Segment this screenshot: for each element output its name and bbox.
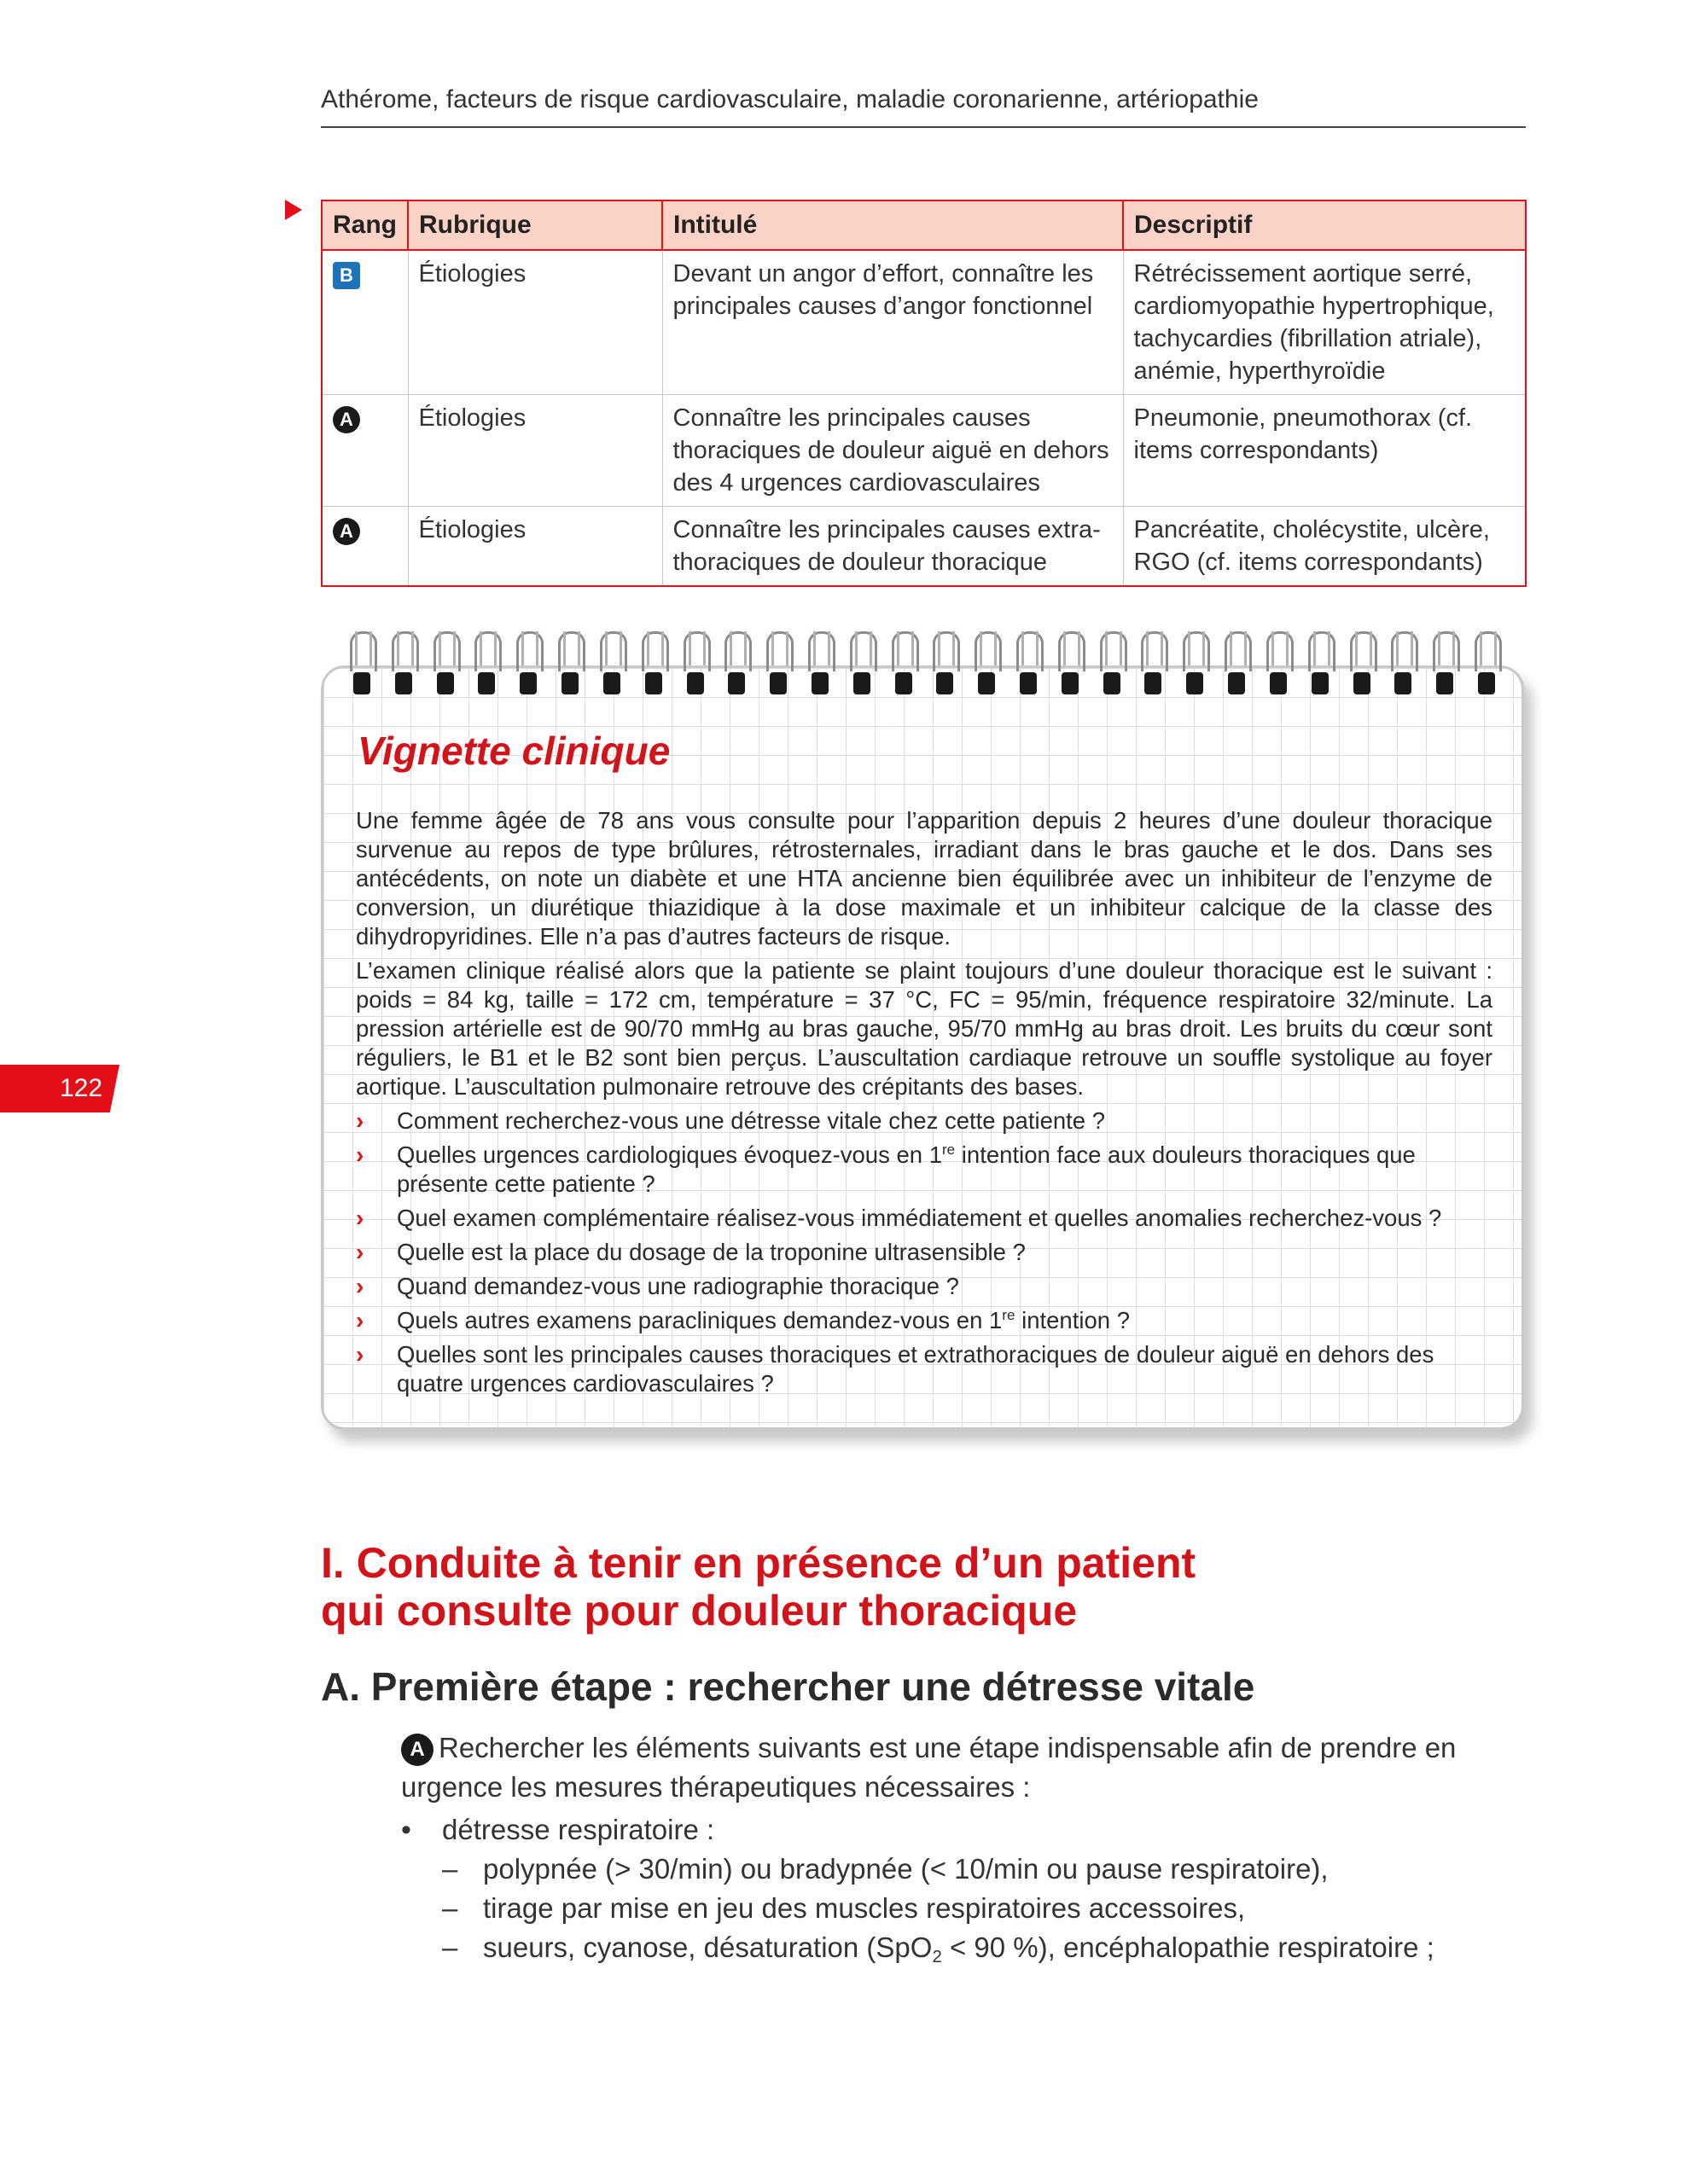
header-rubrique: Rubrique xyxy=(408,200,662,250)
vignette-body xyxy=(356,806,1492,1403)
vignette-question: › Quand demandez-vous une radiographie thoracique ? xyxy=(356,1273,959,1299)
table-marker-arrow-icon xyxy=(285,200,302,220)
vignette-question: › Quelles sont les principales causes thoraciques et extrathoraciques de douleur aiguë en dehors des quatre urgences cardiovasculaires ? xyxy=(356,1341,1434,1397)
spiral-ring xyxy=(1266,631,1294,700)
vignette-question: › Quelle est la place du dosage de la troponine ultrasensible ? xyxy=(356,1239,1026,1265)
header-descriptif: Descriptif xyxy=(1123,200,1526,250)
spiral-ring xyxy=(1141,631,1168,700)
table-row xyxy=(322,395,1526,507)
spiral-ring xyxy=(1308,631,1335,700)
section-body xyxy=(401,1728,1527,1967)
vignette-paragraph: L’examen clinique réalisé alors que la patiente se plaint toujours d’une douleur thoracique est le suivant : poids = 84 kg, taille = 172 cm, température = 37 °C, FC = 95/min, fréquence respiratoire 32/minute. La pression artérielle est de 90/70 mmHg au bras gauche, 95/70 mmHg au bras droit. Les bruits du cœur sont réguliers, le B1 et le B2 sont bien perçus. L’auscultation cardiaque retrouve un souffle systolique au foyer aortique. L’auscultation pulmonaire retrouve des crépitants des bases. xyxy=(356,957,1492,1100)
dash-item: – sueurs, cyanose, désaturation (SpO$_2$ < 90 %), encéphalopathie respiratoire ; xyxy=(442,1928,1527,1967)
rang-cell xyxy=(322,395,408,507)
vignette-question: › Quelles urgences cardiologiques évoquez-vous en 1re intention face aux douleurs thoraciques que présente cette patiente ? xyxy=(356,1141,1416,1197)
chevron-right-icon: › xyxy=(356,1307,364,1333)
spiral-ring xyxy=(642,631,669,700)
rubrique-cell: Étiologies xyxy=(408,395,662,507)
dash-item: – tirage par mise en jeu des muscles respiratoires accessoires, xyxy=(442,1889,1527,1928)
descriptif-cell: Pneumonie, pneumothorax (cf. items correspondants) xyxy=(1123,395,1526,507)
spiral-ring xyxy=(433,631,461,700)
rang-cell xyxy=(322,250,408,395)
notebook-spiral-binding xyxy=(350,631,1502,700)
intitule-cell: Connaître les principales causes extra-thoraciques de douleur thoracique xyxy=(662,507,1123,587)
header-intitule: Intitulé xyxy=(662,200,1123,250)
spiral-ring xyxy=(1100,631,1127,700)
chevron-right-icon: › xyxy=(356,1239,364,1265)
table-row xyxy=(322,250,1526,395)
spiral-ring xyxy=(766,631,794,700)
rang-b-badge: B xyxy=(333,262,360,289)
spiral-ring xyxy=(850,631,877,700)
section-heading-line: I. Conduite à tenir en présence d’un patient xyxy=(321,1539,1196,1587)
spiral-ring xyxy=(516,631,544,700)
rang-cell xyxy=(322,507,408,587)
section-heading xyxy=(321,1539,1430,1635)
table-row xyxy=(322,507,1526,587)
spiral-ring xyxy=(892,631,919,700)
rubrique-cell: Étiologies xyxy=(408,507,662,587)
objectives-table xyxy=(321,200,1527,587)
vignette-paragraph: Une femme âgée de 78 ans vous consulte pour l’apparition depuis 2 heures d’une douleur thoracique survenue au repos de type brûlures, rétrosternales, irradiant dans le bras gauche et le dos. Dans ses antécédents, on note un diabète et une HTA ancienne bien équilibrée avec un inhibiteur de l’enzyme de conversion, un diurétique thiazidique à la dose maximale et un inhibiteur calcique de la classe des dihydropyridines. Elle n’a pas d’autres facteurs de risque. xyxy=(356,807,1492,950)
spiral-ring xyxy=(933,631,960,700)
spiral-ring xyxy=(684,631,711,700)
spiral-ring xyxy=(724,631,752,700)
page-number: 122 xyxy=(59,1074,103,1102)
rang-a-badge: A xyxy=(401,1734,433,1766)
section-heading-line: qui consulte pour douleur thoracique xyxy=(321,1587,1078,1635)
spiral-ring xyxy=(1433,631,1460,700)
rang-a-badge: A xyxy=(333,406,360,433)
table-header-row xyxy=(322,200,1526,250)
chevron-right-icon: › xyxy=(356,1107,364,1134)
intitule-cell: Connaître les principales causes thoraciques de douleur aiguë en dehors des 4 urgences cardiovasculaires xyxy=(662,395,1123,507)
vignette-question: › Quels autres examens paracliniques demandez-vous en 1re intention ? xyxy=(356,1306,1130,1333)
chevron-right-icon: › xyxy=(356,1141,364,1168)
spiral-ring xyxy=(1225,631,1252,700)
spiral-ring xyxy=(1475,631,1502,700)
spiral-ring xyxy=(975,631,1002,700)
dash-item: – polypnée (> 30/min) ou bradypnée (< 10/min ou pause respiratoire), xyxy=(442,1850,1527,1889)
rang-a-badge: A xyxy=(333,518,360,545)
bullet-item: • détresse respiratoire : – polypnée (> 30/min) ou bradypnée (< 10/min ou pause respiratoire), – tirage par mise en jeu des muscles respiratoires accessoires, – sueurs, cyanose, désaturation (SpO$_2$ < 90 %), encéphalopathie respiratoire ; xyxy=(401,1810,1527,1967)
vignette-questions xyxy=(356,1107,1492,1398)
chevron-right-icon: › xyxy=(356,1273,364,1299)
header-rang: Rang xyxy=(322,200,408,250)
spiral-ring xyxy=(1350,631,1377,700)
spiral-ring xyxy=(392,631,419,700)
spiral-ring xyxy=(1016,631,1044,700)
spiral-ring xyxy=(1391,631,1418,700)
subsection-heading: A. Première étape : rechercher une détresse vitale xyxy=(321,1664,1255,1709)
chevron-right-icon: › xyxy=(356,1205,364,1231)
intro-paragraph: A Rechercher les éléments suivants est une étape indispensable afin de prendre en urgence les mesures thérapeutiques nécessaires : xyxy=(401,1732,1457,1803)
spiral-ring xyxy=(1183,631,1210,700)
rubrique-cell: Étiologies xyxy=(408,250,662,395)
spiral-ring xyxy=(600,631,627,700)
spiral-ring xyxy=(808,631,835,700)
clinical-vignette-notebook xyxy=(321,665,1524,1430)
descriptif-cell: Pancréatite, cholécystite, ulcère, RGO (cf. items correspondants) xyxy=(1123,507,1526,587)
descriptif-cell: Rétrécissement aortique serré, cardiomyopathie hypertrophique, tachycardies (fibrillation atriale), anémie, hyperthyroïdie xyxy=(1123,250,1526,395)
vignette-question: › Comment recherchez-vous une détresse vitale chez cette patiente ? xyxy=(356,1107,1106,1134)
spiral-ring xyxy=(474,631,502,700)
spiral-ring xyxy=(350,631,377,700)
chevron-right-icon: › xyxy=(356,1341,364,1368)
vignette-title: Vignette clinique xyxy=(358,729,671,773)
dash-list xyxy=(442,1850,1527,1967)
spiral-ring xyxy=(1058,631,1085,700)
vignette-question: › Quel examen complémentaire réalisez-vous immédiatement et quelles anomalies recherchez-vous ? xyxy=(356,1205,1442,1231)
spiral-ring xyxy=(558,631,585,700)
running-header: Athérome, facteurs de risque cardiovasculaire, maladie coronarienne, artériopathie xyxy=(321,85,1526,128)
bullet-list xyxy=(401,1810,1527,1967)
intitule-cell: Devant un angor d’effort, connaître les principales causes d’angor fonctionnel xyxy=(662,250,1123,395)
